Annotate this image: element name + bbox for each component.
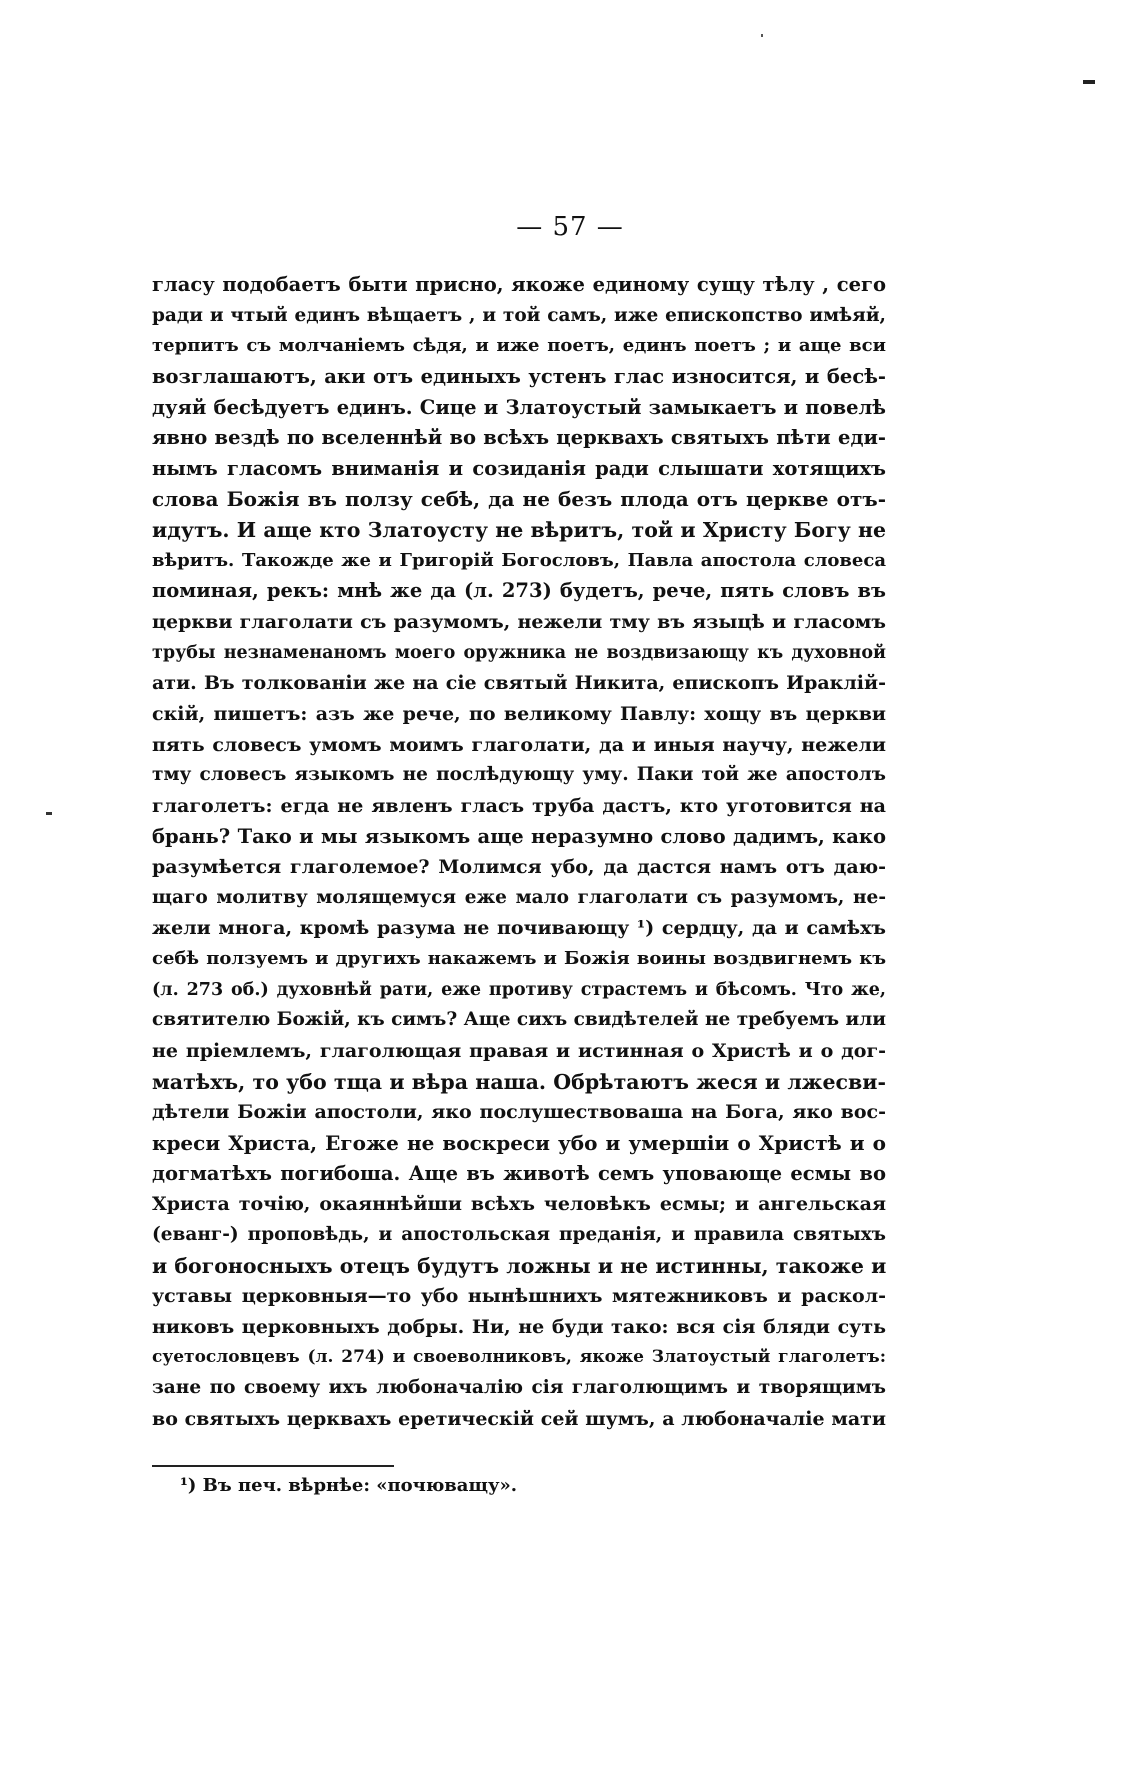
text-line: суетословцевъ (л. 274) и своеволниковъ, якоже Златоустый глаголетъ: <box>152 1347 886 1368</box>
text-line: ати. Въ толкованіи же на сіе святый Никита, епископъ Ираклій- <box>152 672 886 695</box>
text-line: терпитъ съ молчаніемъ сѣдя, и иже поетъ, единъ поетъ ; и аще вси <box>152 335 886 357</box>
text-line: матѣхъ, то убо тща и вѣра наша. Обрѣтаютъ жеся и лжесви- <box>152 1069 886 1094</box>
text-line: уставы церковныя—то убо нынѣшнихъ мятежниковъ и раскол- <box>152 1285 886 1308</box>
text-line: дѣтели Божіи апостоли, яко послушествоваша на Бога, яко вос- <box>152 1101 886 1124</box>
text-line: дуяй бесѣдуетъ единъ. Сице и Златоустый замыкаетъ и повелѣ <box>152 395 886 419</box>
text-line: себѣ ползуемъ и другихъ накажемъ и Божія воины воздвигнемъ къ <box>152 948 886 970</box>
text-line: святителю Божій, къ симъ? Аще сихъ свидѣтелей не требуемъ или <box>152 1009 887 1031</box>
text-line: креси Христа, Егоже не воскреси убо и умершіи о Христѣ и о <box>152 1130 886 1155</box>
margin-speck <box>761 34 763 37</box>
text-line: во святыхъ церквахъ еретическій сей шумъ, а любоначаліе мати <box>152 1407 886 1430</box>
footnote: ¹) Въ печ. вѣрнѣе: «почюващу». <box>180 1475 517 1496</box>
text-line: тму словесъ языкомъ не послѣдующу уму. Паки той же апостолъ <box>152 764 886 786</box>
text-line: ради и чтый единъ вѣщаетъ , и той самъ, иже епископство имѣяй, <box>152 304 886 326</box>
text-line: слова Божія въ ползу себѣ, да не безъ плода отъ церкве отъ- <box>152 487 886 512</box>
text-line: брань? Тако и мы языкомъ аще неразумно слово дадимъ, како <box>152 824 886 848</box>
text-line: возглашаютъ, аки отъ единыхъ устенъ глас износится, и бесѣ- <box>152 364 886 388</box>
text-line: гласу подобаетъ быти присно, якоже единому сущу тѣлу , сего <box>152 273 886 296</box>
text-line: скій, пишетъ: азъ же рече, по великому Павлу: хощу въ церкви <box>152 702 886 725</box>
margin-mark-top-right <box>1083 80 1095 84</box>
text-line: поминая, рекъ: мнѣ же да (л. 273) будетъ, рече, пять словъ въ <box>152 579 886 603</box>
text-line: догматѣхъ погибоша. Аще въ животѣ семъ уповающе есмы во <box>152 1161 886 1185</box>
text-line: явно вездѣ по вселеннѣй во всѣхъ церквахъ святыхъ пѣти еди- <box>152 426 886 450</box>
text-line: разумѣется глаголемое? Молимся убо, да дастся намъ отъ даю- <box>152 856 886 879</box>
text-line: зане по своему ихъ любоначалію сія глаголющимъ и творящимъ <box>152 1377 886 1399</box>
body-text <box>152 270 886 1434</box>
text-line: не пріемлемъ, глаголющая правая и истинная о Христѣ и о дог- <box>152 1040 886 1063</box>
text-line: Христа точію, окаяннѣйши всѣхъ человѣкъ есмы; и ангельская <box>152 1193 886 1216</box>
margin-mark-left <box>46 812 52 815</box>
text-line: щаго молитву молящемуся еже мало глаголати съ разумомъ, не- <box>152 886 886 908</box>
text-line: церкви глаголати съ разумомъ, нежели тму въ языцѣ и гласомъ <box>152 611 886 634</box>
text-line: глаголетъ: егда не явленъ гласъ труба дастъ, кто уготовится на <box>152 794 886 817</box>
text-line: вѣритъ. Такожде же и Григорій Богословъ, Павла апостола словеса <box>152 549 886 571</box>
text-line: идутъ. И аще кто Златоусту не вѣритъ, той и Христу Богу не <box>152 518 886 543</box>
footnote-rule <box>152 1465 394 1467</box>
text-line: (еванг-) проповѣдь, и апостольская преданія, и правила святыхъ <box>152 1223 886 1245</box>
text-line: и богоносныхъ отецъ будутъ ложны и не истинны, такоже и <box>152 1253 887 1278</box>
text-line: жели многа, кромѣ разума не почивающу ¹) сердцу, да и самѣхъ <box>152 917 886 940</box>
text-line: (л. 273 об.) духовнѣй рати, еже противу страстемъ и бѣсомъ. Что же, <box>152 979 886 1000</box>
page-number: — 57 — <box>516 212 624 242</box>
text-line: никовъ церковныхъ добры. Ни, не буди тако: вся сія бляди суть <box>152 1315 886 1338</box>
text-line: пять словесъ умомъ моимъ глаголати, да и иныя научу, нежели <box>152 733 886 756</box>
text-line: нымъ гласомъ вниманія и созиданія ради слышати хотящихъ <box>152 456 886 480</box>
text-line: трубы незнаменаномъ моего оружника не воздвизающу къ духовной <box>152 642 886 663</box>
